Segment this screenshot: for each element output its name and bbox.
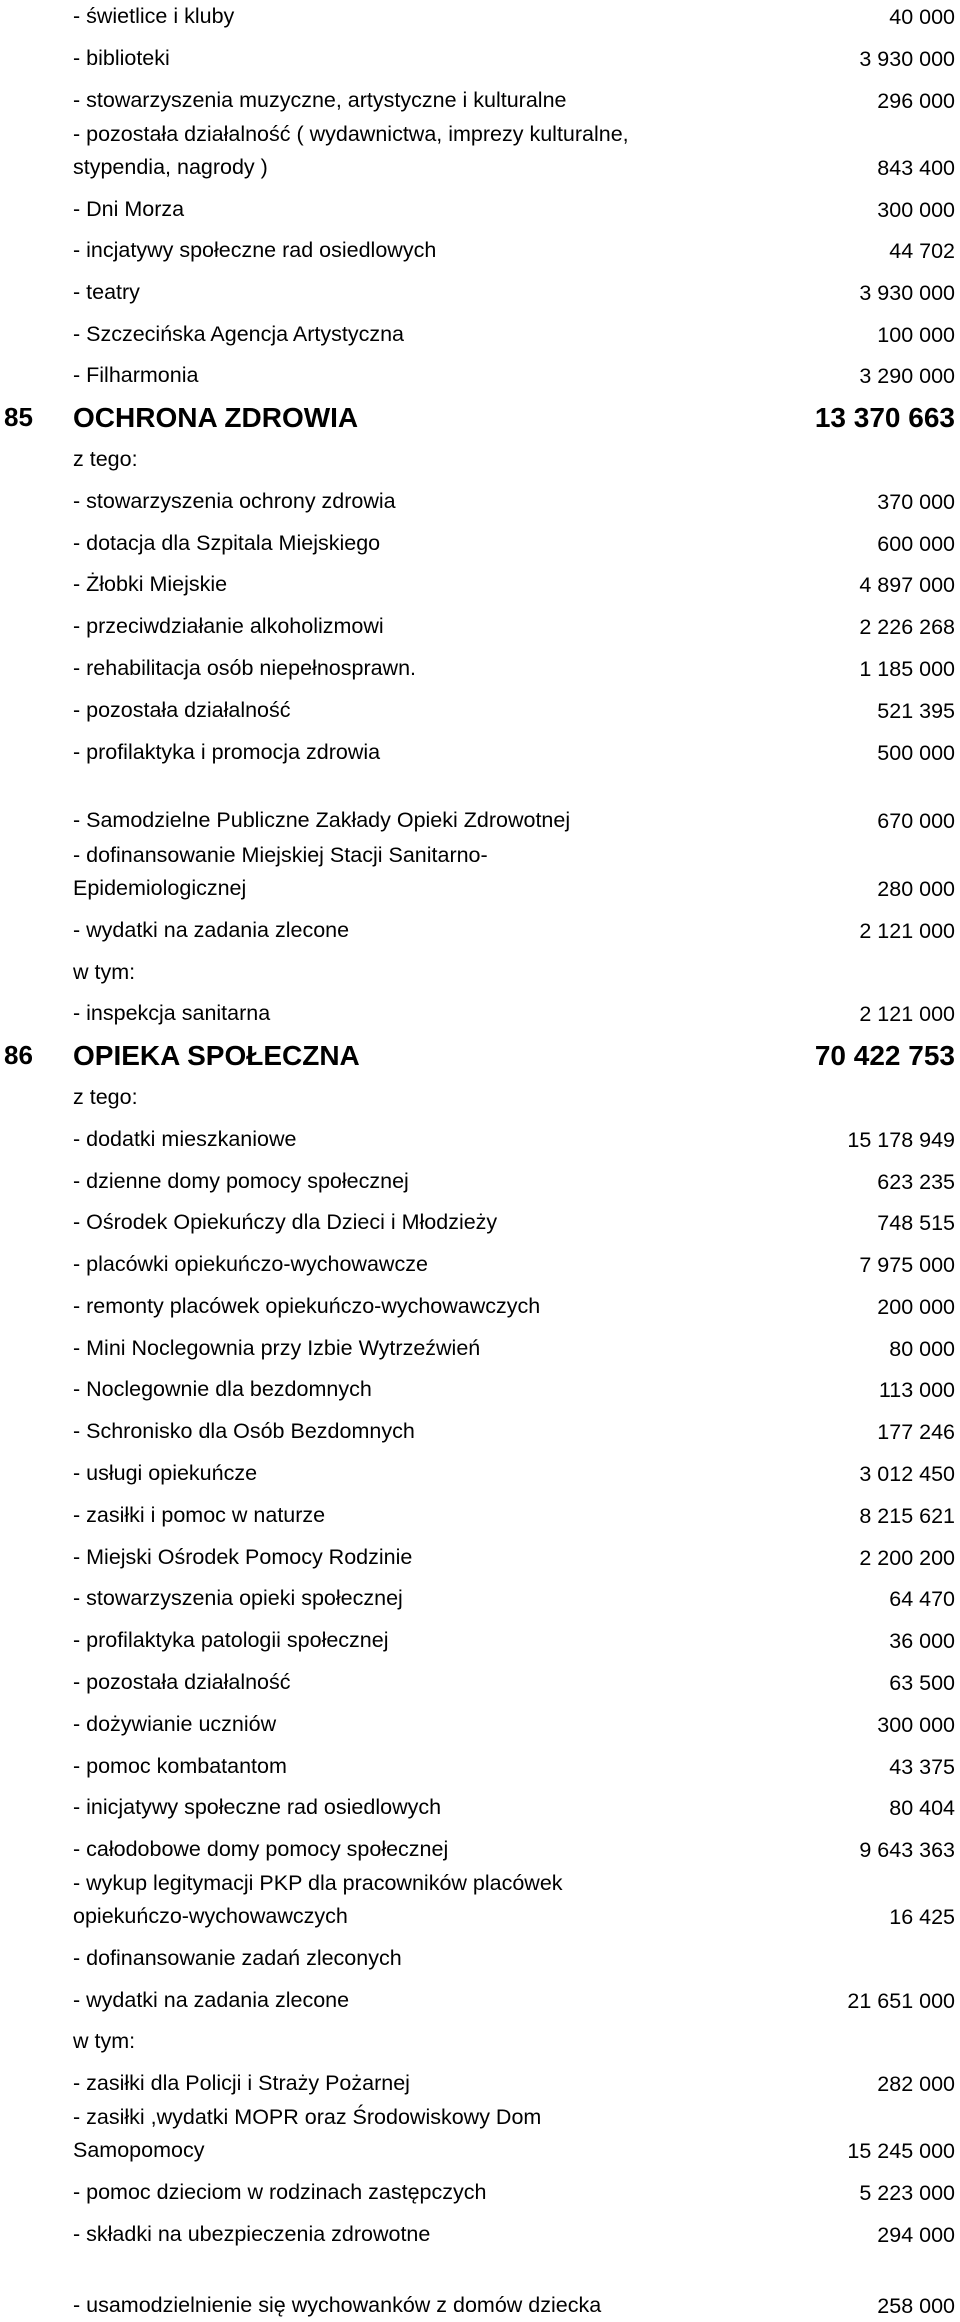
- line-label: - wykup legitymacji PKP dla pracowników placówek opiekuńczo-wychowawczych: [73, 1870, 563, 1928]
- line-amount: 3 012 450: [859, 1461, 955, 1486]
- line-amount: 36 000: [889, 1628, 955, 1653]
- line-amount: 296 000: [877, 88, 955, 113]
- section-total: 70 422 753: [814, 1039, 955, 1071]
- line-label: - usługi opiekuńcze: [73, 1460, 258, 1485]
- line-label: - Noclegownie dla bezdomnych: [73, 1376, 372, 1401]
- line-label: - profilaktyka patologii społecznej: [73, 1627, 389, 1652]
- line-label: - zasiłki ,wydatki MOPR oraz Środowiskowy Dom Samopomocy: [73, 2104, 542, 2162]
- line-amount: 623 235: [877, 1169, 955, 1194]
- line-label: - Samodzielne Publiczne Zakłady Opieki Zdrowotnej: [73, 807, 571, 832]
- line-label: - Żłobki Miejskie: [73, 571, 228, 596]
- line-label: - zasiłki dla Policji i Straży Pożarnej: [73, 2070, 410, 2095]
- line-amount: 80 000: [889, 1336, 955, 1361]
- line-amount: 113 000: [878, 1377, 955, 1402]
- line-amount: 100 000: [877, 322, 955, 347]
- line-label: - biblioteki: [73, 45, 170, 70]
- line-amount: 5 223 000: [859, 2180, 955, 2205]
- line-label: - dożywianie uczniów: [73, 1711, 277, 1736]
- line-amount: 3 290 000: [859, 363, 955, 388]
- line-label: - wydatki na zadania zlecone: [73, 1987, 350, 2012]
- line-label: - profilaktyka i promocja zdrowia: [73, 739, 381, 764]
- line-amount: 4 897 000: [859, 572, 955, 597]
- line-amount: 15 178 949: [847, 1127, 955, 1152]
- line-amount: 282 000: [877, 2071, 955, 2096]
- line-amount: 521 395: [877, 698, 955, 723]
- section-title: OCHRONA ZDROWIA: [73, 401, 359, 433]
- line-label: - Miejski Ośrodek Pomocy Rodzinie: [73, 1544, 413, 1569]
- line-amount: 2 121 000: [859, 1001, 955, 1026]
- line-label: - wydatki na zadania zlecone: [73, 917, 350, 942]
- line-amount: 40 000: [889, 4, 955, 29]
- line-label: - inspekcja sanitarna: [73, 1000, 271, 1025]
- line-label: - rehabilitacja osób niepełnosprawn.: [73, 655, 417, 680]
- line-amount: 294 000: [877, 2222, 955, 2247]
- line-amount: 177 246: [877, 1419, 955, 1444]
- line-amount: 44 702: [889, 238, 955, 263]
- line-amount: 7 975 000: [859, 1252, 955, 1277]
- line-amount: 600 000: [877, 531, 955, 556]
- line-label: - Filharmonia: [73, 362, 199, 387]
- line-label: - incjatywy społeczne rad osiedlowych: [73, 237, 437, 262]
- line-label: - dodatki mieszkaniowe: [73, 1126, 297, 1151]
- section-number: 86: [4, 1039, 33, 1070]
- line-label: - świetlice i kluby: [73, 3, 235, 28]
- section-title: OPIEKA SPOŁECZNA: [73, 1039, 360, 1071]
- line-label: - pozostała działalność: [73, 1669, 291, 1694]
- line-amount: 300 000: [877, 197, 955, 222]
- line-amount: 280 000: [877, 876, 955, 901]
- line-amount: 64 470: [889, 1586, 955, 1611]
- line-amount: 500 000: [877, 740, 955, 765]
- line-amount: 3 930 000: [859, 280, 955, 305]
- line-label: - Ośrodek Opiekuńczy dla Dzieci i Młodzieży: [73, 1209, 498, 1234]
- line-label: - dofinansowanie Miejskiej Stacji Sanitarno- Epidemiologicznej: [73, 842, 488, 900]
- line-label: z tego:: [73, 446, 138, 471]
- line-label: - Mini Noclegownia przy Izbie Wytrzeźwień: [73, 1335, 481, 1360]
- line-label: - Szczecińska Agencja Artystyczna: [73, 321, 405, 346]
- line-amount: 370 000: [877, 489, 955, 514]
- line-label: - stowarzyszenia opieki społecznej: [73, 1585, 403, 1610]
- line-amount: 21 651 000: [847, 1988, 955, 2013]
- line-amount: 258 000: [877, 2293, 955, 2318]
- line-amount: 3 930 000: [859, 46, 955, 71]
- line-amount: 63 500: [889, 1670, 955, 1695]
- line-label: - stowarzyszenia ochrony zdrowia: [73, 488, 396, 513]
- line-label: - usamodzielnienie się wychowanków z domów dziecka: [73, 2292, 602, 2317]
- line-amount: 300 000: [877, 1712, 955, 1737]
- line-label: - inicjatywy społeczne rad osiedlowych: [73, 1794, 442, 1819]
- line-label: - dzienne domy pomocy społecznej: [73, 1168, 409, 1193]
- line-label: w tym:: [73, 2028, 136, 2053]
- line-label: z tego:: [73, 1084, 138, 1109]
- line-amount: 843 400: [877, 155, 955, 180]
- line-label: w tym:: [73, 959, 136, 984]
- line-label: - stowarzyszenia muzyczne, artystyczne i kulturalne: [73, 87, 567, 112]
- line-amount: 2 121 000: [859, 918, 955, 943]
- line-amount: 670 000: [877, 808, 955, 833]
- line-label: - całodobowe domy pomocy społecznej: [73, 1836, 449, 1861]
- line-label: - przeciwdziałanie alkoholizmowi: [73, 613, 384, 638]
- line-amount: 748 515: [877, 1210, 955, 1235]
- line-amount: 1 185 000: [859, 656, 955, 681]
- line-label: - pomoc kombatantom: [73, 1753, 287, 1778]
- line-amount: 15 245 000: [847, 2138, 955, 2163]
- line-amount: 16 425: [889, 1904, 955, 1929]
- line-label: - placówki opiekuńczo-wychowawcze: [73, 1251, 428, 1276]
- line-label: - dofinansowanie zadań zleconych: [73, 1945, 402, 1970]
- line-label: - teatry: [73, 279, 140, 304]
- line-amount: 8 215 621: [859, 1503, 955, 1528]
- line-amount: 43 375: [889, 1754, 955, 1779]
- line-amount: 80 404: [889, 1795, 955, 1820]
- line-label: - pozostała działalność: [73, 697, 291, 722]
- line-label: - zasiłki i pomoc w naturze: [73, 1502, 326, 1527]
- line-amount: 2 226 268: [859, 614, 955, 639]
- line-amount: 2 200 200: [859, 1545, 955, 1570]
- line-label: - składki na ubezpieczenia zdrowotne: [73, 2221, 431, 2246]
- line-label: - Schronisko dla Osób Bezdomnych: [73, 1418, 415, 1443]
- line-amount: 200 000: [877, 1294, 955, 1319]
- line-label: - dotacja dla Szpitala Miejskiego: [73, 530, 381, 555]
- line-label: - pomoc dzieciom w rodzinach zastępczych: [73, 2179, 487, 2204]
- section-number: 85: [4, 401, 33, 432]
- line-amount: 9 643 363: [859, 1837, 955, 1862]
- section-total: 13 370 663: [814, 401, 955, 433]
- line-label: - remonty placówek opiekuńczo-wychowawczych: [73, 1293, 541, 1318]
- line-label: - pozostała działalność ( wydawnictwa, imprezy kulturalne, stypendia, nagrody ): [73, 121, 629, 179]
- line-label: - Dni Morza: [73, 196, 185, 221]
